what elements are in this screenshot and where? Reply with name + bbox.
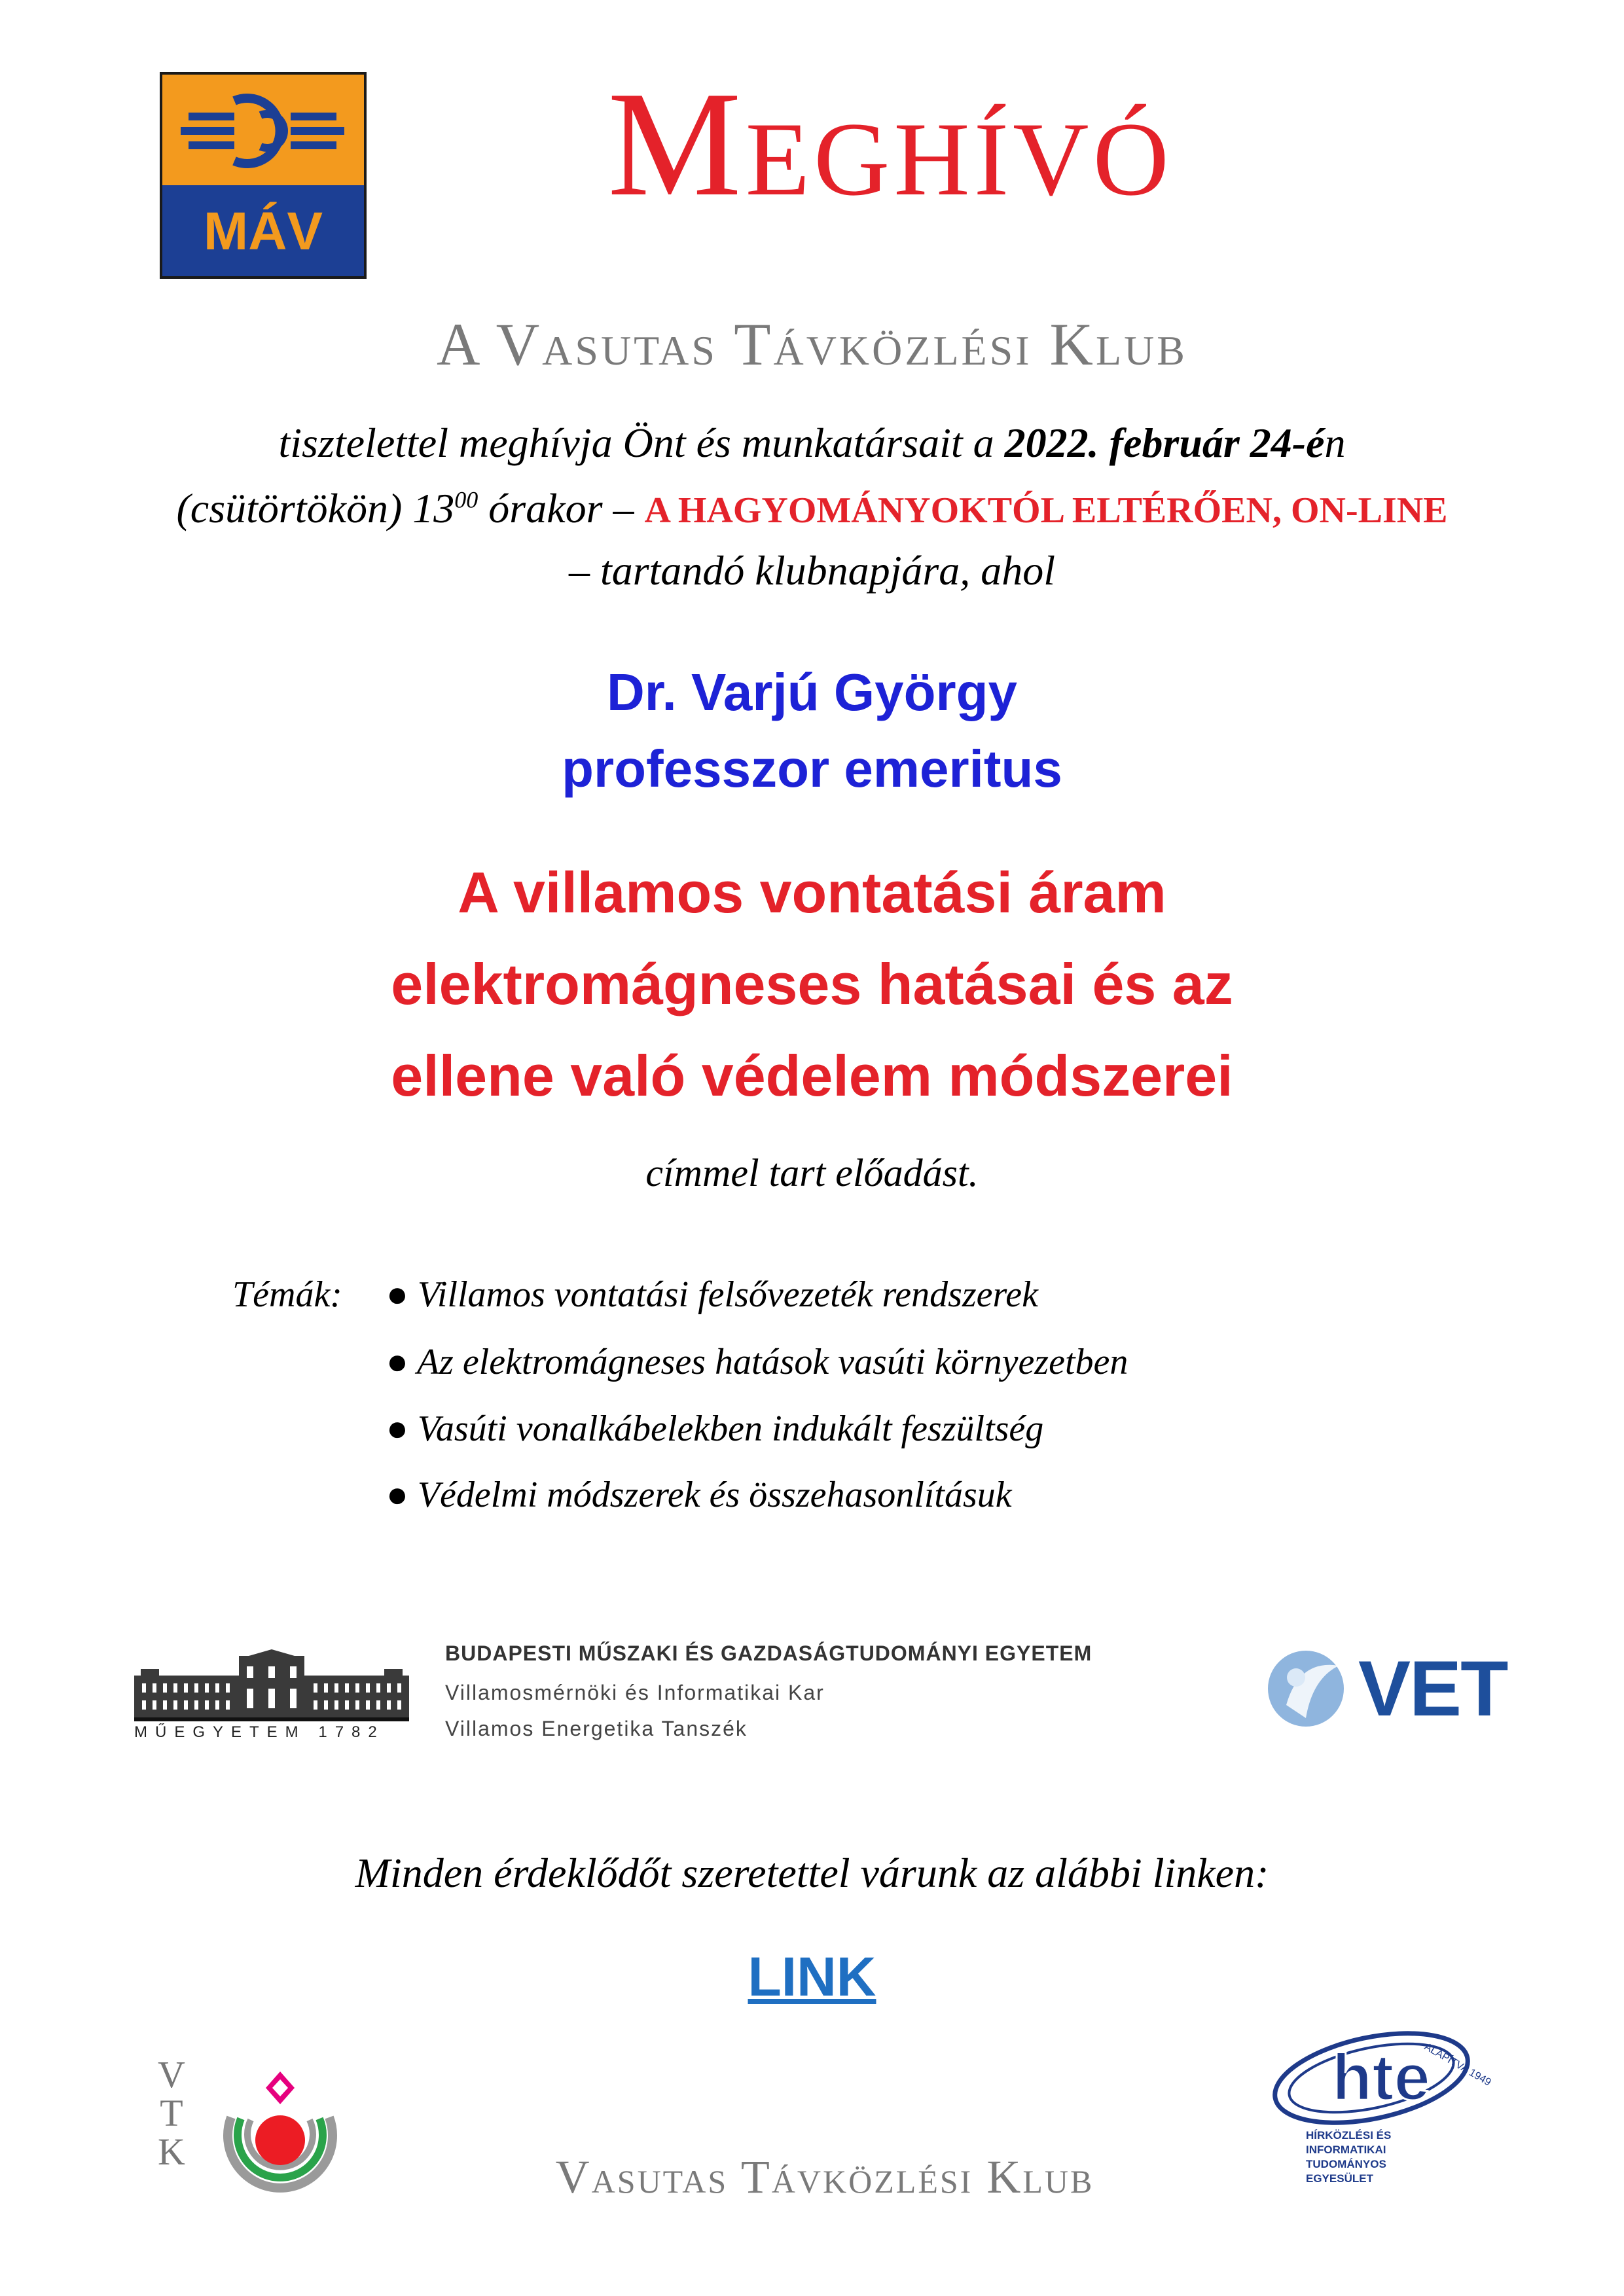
topic-item: ● Vasúti vonalkábelekben indukált feszültség <box>386 1408 1044 1449</box>
page-title: Meghívó <box>607 60 1173 227</box>
online-notice: A HAGYOMÁNYOKTÓL ELTÉRŐEN, ON-LINE <box>644 490 1448 531</box>
intro-line-2: (csütörtökön) $13^{00}$ órakor – A HAGYOMÁNYOKTÓL ELTÉRŐEN, ON-LINE <box>176 485 1448 531</box>
mav-logo-text: MÁV <box>203 202 323 262</box>
lecture-title-line-2: elektromágneses hatásai és az <box>391 952 1233 1016</box>
hte-logo <box>1267 2022 1509 2206</box>
speaker-name: Dr. Varjú György <box>607 663 1017 721</box>
lecture-suffix: címmel tart előadást. <box>645 1151 979 1194</box>
vtk-emblem-icon <box>195 2039 365 2209</box>
hte-mark: hte <box>1332 2041 1430 2114</box>
vet-drop-icon <box>1260 1646 1352 1731</box>
topic-item: ● Az elektromágneses hatások vasúti környezetben <box>386 1342 1128 1382</box>
svg-text:TUDOMÁNYOS: TUDOMÁNYOS <box>1306 2158 1386 2170</box>
lecture-title-line-1: A villamos vontatási áram <box>458 860 1166 925</box>
lecture-title-line-3: ellene való védelem módszerei <box>391 1043 1233 1108</box>
bullet-icon: ● <box>386 1475 408 1515</box>
club-heading: A Vasutas Távközlési Klub <box>437 311 1187 378</box>
svg-text:HÍRKÖZLÉSI ÉS: HÍRKÖZLÉSI ÉS <box>1306 2129 1392 2142</box>
topic-item: ● Védelmi módszerek és összehasonlításuk <box>386 1475 1012 1515</box>
intro-line-3: – tartandó klubnapjára, ahol <box>568 547 1056 594</box>
bullet-icon: ● <box>386 1342 408 1382</box>
bullet-icon: ● <box>386 1408 408 1449</box>
intro-line-1: tisztelettel meghívja Önt és munkatársait a 2022. február 24-én <box>278 420 1346 466</box>
mav-wings-icon <box>162 75 364 186</box>
footer-club-name: Vasutas Távközlési Klub <box>555 2151 1094 2203</box>
vet-logo <box>1260 1646 1535 1731</box>
hte-founded: ALAPÍTVA 1949 <box>1422 2041 1493 2089</box>
bme-department-name: Villamos Energetika Tanszék <box>445 1717 748 1740</box>
topic-item: ● Villamos vontatási felsővezeték rendszerek <box>386 1274 1038 1315</box>
bme-building-logo <box>134 1649 409 1721</box>
bme-caption: MŰEGYETEM 1782 <box>134 1723 385 1741</box>
link-button[interactable]: LINK <box>748 1946 876 2007</box>
svg-text:INFORMATIKAI: INFORMATIKAI <box>1306 2144 1386 2156</box>
topics-label: Témák: <box>232 1274 342 1315</box>
vtk-letters: V T K <box>158 2053 185 2174</box>
mav-logo <box>160 72 367 279</box>
bme-faculty-name: Villamosmérnöki és Informatikai Kar <box>445 1681 825 1704</box>
vet-logo-text: VET <box>1358 1645 1507 1732</box>
invite-line: Minden érdeklődőt szeretettel várunk az alábbi linken: <box>355 1850 1269 1896</box>
speaker-title: professzor emeritus <box>562 740 1062 798</box>
svg-text:EGYESÜLET: EGYESÜLET <box>1306 2172 1373 2185</box>
bullet-icon: ● <box>386 1274 408 1315</box>
bme-university-name: BUDAPESTI MŰSZAKI ÉS GAZDASÁGTUDOMÁNYI EGYETEM <box>445 1641 1092 1665</box>
